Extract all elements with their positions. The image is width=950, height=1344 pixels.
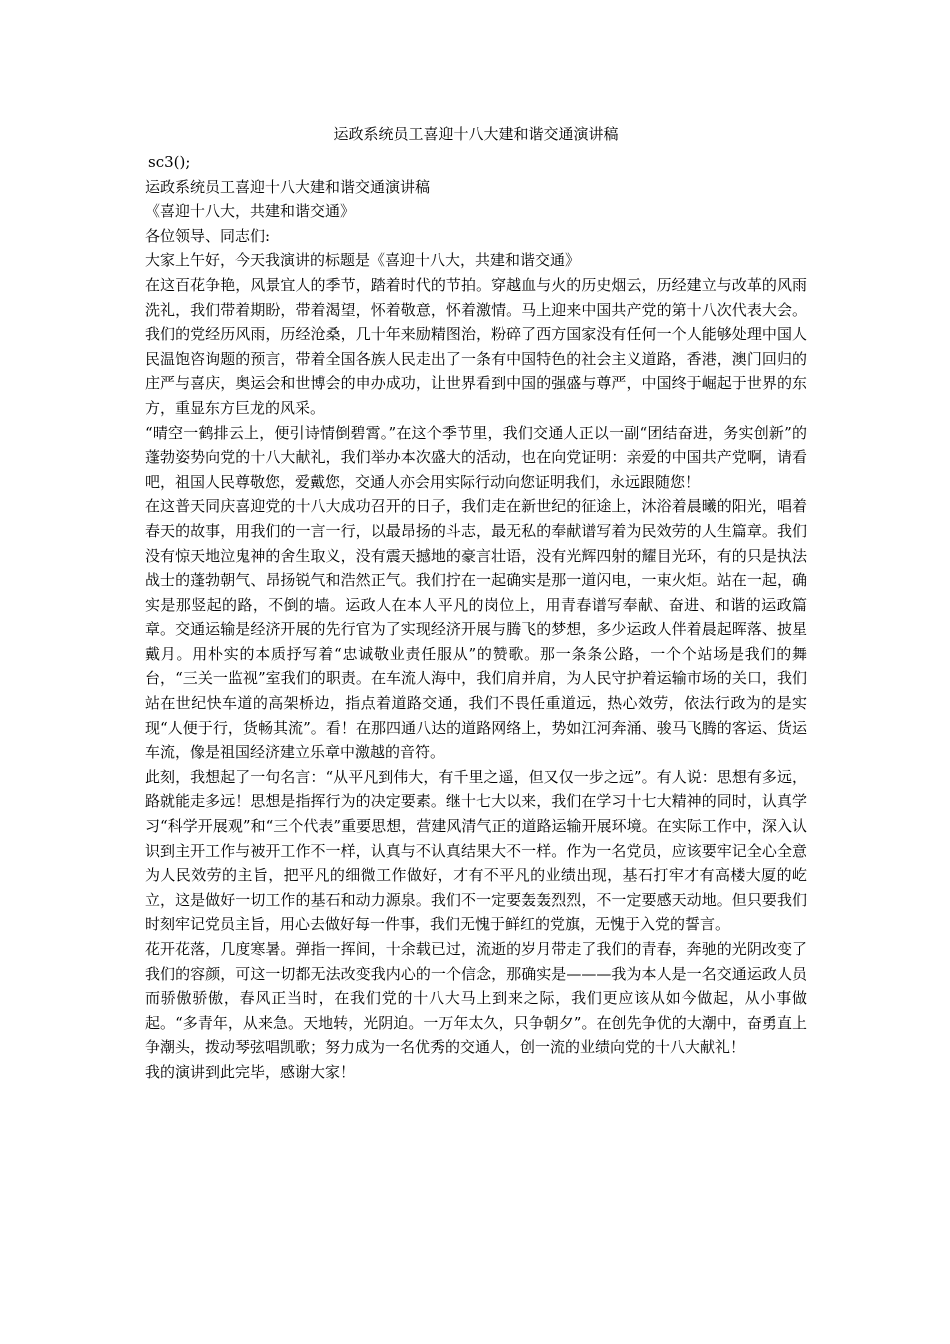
paragraph-4: 此刻，我想起了一句名言：“从平凡到伟大，有千里之遥，但又仅一步之远”。有人说：思想有多远，路就能走多远！思想是指挥行为的决定要素。继十七大以来，我们在学习十七大精神的同时，认真学习“科学开展观”和“三个代表”重要思想，营建风清气正的道路运输开展环境。在实际工作中，深入认识到主开工作与被开工作不一样，认真与不认真结果大不一样。作为一名党员，应该要牢记全心全意为人民效劳的主旨，把平凡的细微工作做好，才有不平凡的业绩出现，基石打牢才有高楼大厦的屹立，这是做好一切工作的基石和动力源泉。我们不一定要轰轰烈烈，不一定要感天动地。但只要我们时刻牢记党员主旨，用心去做好每一件事，我们无愧于鲜红的党旗，无愧于入党的誓言。 [145, 767, 807, 934]
document-subtitle: 运政系统员工喜迎十八大建和谐交通演讲稿 [145, 177, 431, 196]
paragraph-5: 花开花落，几度寒暑。弹指一挥间，十余载已过，流逝的岁月带走了我们的青春，奔驰的光阴改变了我们的容颜，可这一切都无法改变我内心的一个信念，那确实是———我为本人是一名交通运政人员而骄傲骄傲，春风正当时，在我们党的十八大马上到来之际，我们更应该从如今做起，从小事做起。“多青年，从来急。天地转，光阴迫。一万年太久，只争朝夕”。在创先争优的大潮中，奋勇直上争潮头，拨动琴弦唱凯歌；努力成为一名优秀的交通人，创一流的业绩向党的十八大献礼！ [145, 940, 807, 1057]
opening-line: 大家上午好，今天我演讲的标题是《喜迎十八大，共建和谐交通》 [145, 251, 581, 270]
document-page [145, 120, 807, 1085]
paragraph-3: 在这普天同庆喜迎党的十八大成功召开的日子，我们走在新世纪的征途上，沐浴着晨曦的阳光，唱着春天的故事，用我们的一言一行，以最昂扬的斗志，最无私的奉献谱写着为民效劳的人生篇章。我们没有惊天地泣鬼神的舍生取义，没有震天撼地的豪言壮语，没有光辉四射的耀目光环，有的只是执法战士的蓬勃朝气、昂扬锐气和浩然正气。我们拧在一起确实是那一道闪电，一束火炬。站在一起，确实是那竖起的路，不倒的墙。运政人在本人平凡的岗位上，用青春谱写奉献、奋进、和谐的运政篇章。交通运输是经济开展的先行官为了实现经济开展与腾飞的梦想，多少运政人伴着晨起晖落、披星戴月。用朴实的本质抒写着“忠诚敬业责任服从”的赞歌。那一条条公路，一个个站场是我们的舞台，“三关一监视”室我们的职责。在车流人海中，我们肩并肩，为人民守护着运输市场的关口，我们站在世纪快车道的高架桥边，指点着道路交通，我们不畏任重道远，热心效劳，依法行政为的是实现“人便于行，货畅其流”。看！在那四通八达的道路网络上，势如江河奔涌、骏马飞腾的客运、货运车流，像是祖国经济建立乐章中激越的音符。 [145, 497, 807, 762]
paragraph-2: “晴空一鹤排云上，便引诗情倒碧霄。”在这个季节里，我们交通人正以一副“团结奋进，务实创新”的蓬勃姿势向党的十八大献礼，我们举办本次盛大的活动，也在向党证明：亲爱的中国共产党啊，请看吧，祖国人民尊敬您，爱戴您，交通人亦会用实际行动向您证明我们，永远跟随您！ [145, 423, 807, 491]
closing-line: 我的演讲到此完毕，感谢大家！ [145, 1062, 356, 1081]
document-title: 运政系统员工喜迎十八大建和谐交通演讲稿 [333, 125, 619, 143]
paragraph-1: 在这百花争艳，风景宜人的季节，踏着时代的节拍。穿越血与火的历史烟云，历经建立与改革的风雨洗礼，我们带着期盼，带着渴望，怀着敬意，怀着激情。马上迎来中国共产党的第十八次代表大会。我们的党经历风雨，历经沧桑，几十年来励精图治，粉碎了西方国家没有任何一个人能够处理中国人民温饱咨询题的预言，带着全国各族人民走出了一条有中国特色的社会主义道路，香港，澳门回归的庄严与喜庆，奥运会和世博会的申办成功，让世界看到中国的强盛与尊严，中国终于崛起于世界的东方，重显东方巨龙的风采。 [145, 275, 807, 417]
speech-theme: 《喜迎十八大，共建和谐交通》 [145, 202, 356, 221]
code-line: sc3(); [148, 153, 191, 171]
greeting: 各位领导、同志们: [145, 226, 271, 245]
